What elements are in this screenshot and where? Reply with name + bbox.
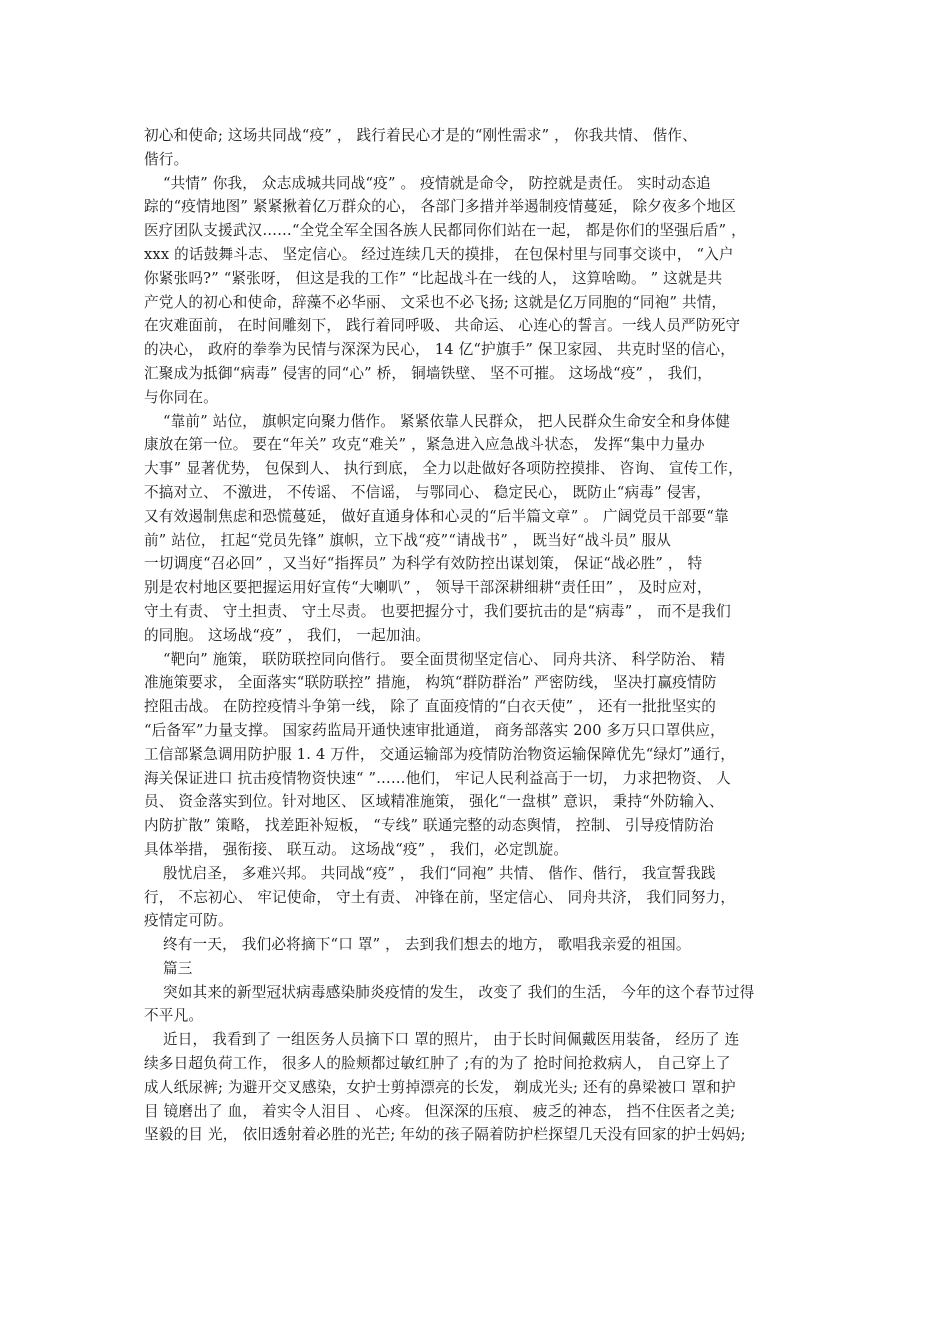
document-page	[144, 124, 812, 1147]
text-line: “后备军”力量支撑。 国家药监局开通快速审批通道， 商务部落实 200 多万只口罩供应，	[144, 721, 725, 739]
text-line: 行， 不忘初心、 牢记使命， 守土有责、 冲锋在前，坚定信心、 同舟共济， 我们同努力，	[144, 888, 736, 906]
paragraph-zhongyou	[144, 933, 812, 957]
text-line: “共情” 你我， 众志成城共同战“疫” 。 疫情就是命令， 防控就是责任。 实时动态追	[162, 174, 711, 192]
text-line: 内防扩散” 策略， 找差距补短板， “专线” 联通完整的动态舆情， 控制、 引导疫情防治	[144, 817, 714, 835]
text-line: 一切调度“召必回” ，又当好“指挥员” 为科学有效防控出谋划策， 保证“战必胜” ， 特	[144, 555, 703, 573]
text-line: 控阻击战。 在防控疫情斗争第一线， 除了 直面疫情的“白衣天使” ， 还有一批批坚实的	[144, 698, 717, 716]
text-line: 你紧张吗?” “紧张呀， 但这是我的工作” “比起战斗在一线的人， 这算啥呦。 ” 这就是共	[144, 269, 723, 287]
paragraph-jinri	[144, 1028, 812, 1147]
text-line: 近日， 我看到了 一组医务人员摘下口 罩的照片， 由于长时间佩戴医用装备， 经历了 连	[162, 1031, 740, 1049]
text-line: 大事” 显著优势， 包保到人、 执行到底， 全力以赴做好各项防控摸排、 咨询、 宣传工作，	[144, 460, 743, 478]
paragraph-intro-tail	[144, 124, 812, 172]
text-line: 突如其来的新型冠状病毒感染肺炎疫情的发生， 改变了 我们的生活， 今年的这个春节过得	[162, 983, 755, 1001]
text-line: 在灾难面前， 在时间雕刻下， 践行着同呼吸、 共命运、 心连心的誓言。一线人员严防死守	[144, 317, 741, 335]
text-line: 具体举措， 强衔接、 联互动。 这场战“疫” ， 我们，必定凯旋。	[144, 840, 569, 858]
text-line: 员、 资金落实到位。针对地区、 区域精准施策， 强化“一盘棋” 意识， 秉持“外防输入、	[144, 793, 724, 811]
text-line: 别是农村地区要把握运用好宣传“大喇叭” ， 领导干部深耕细耕“责任田” ， 及时应对，	[144, 579, 712, 597]
text-line: 工信部紧急调用防护服 1. 4 万件， 交通运输部为疫情防治物资运输保障优先“绿灯”通行，	[144, 745, 736, 763]
paragraph-kaoqian	[144, 410, 812, 648]
text-line: 前” 站位， 扛起“党员先锋” 旗帜，立下战“疫”“请战书” ， 既当好“战斗员” 服从	[144, 531, 672, 549]
text-line: 目 镜磨出了 血， 着实令人泪目 、 心疼。 但深深的压痕、 疲乏的神态， 挡不住医者之美;	[144, 1102, 736, 1120]
text-line: 又有效遏制焦虑和恐慌蔓延， 做好直通身体和心灵的“后半篇文章” 。 广阔党员干部要“靠	[144, 507, 729, 525]
text-line: 守土有责、 守土担责、 守土尽责。 也要把握分寸，我们要抗击的是“病毒” ， 而不是我们	[144, 602, 731, 620]
text-line: 汇聚成为抵御“病毒” 侵害的同“心” 桥， 铜墙铁壁、 坚不可摧。 这场战“疫” ， 我们，	[144, 364, 713, 382]
text-line: xxx 的话鼓舞斗志、 坚定信心。 经过连续几天的摸排， 在包保村里与同事交谈中， “入户	[144, 245, 734, 263]
section-heading-pian-san	[144, 957, 812, 981]
paragraph-turu	[144, 981, 812, 1029]
text-line: “靶向” 施策， 联防联控同向偕行。 要全面贯彻坚定信心、 同舟共济、 科学防治、 精	[162, 650, 726, 668]
text-line: 康放在第一位。 要在“年关” 攻克“难关” ，紧急进入应急战斗状态， 发挥“集中力量办	[144, 436, 705, 454]
text-line: 坚毅的目 光， 依旧透射着必胜的光芒; 年幼的孩子隔着防护栏探望几天没有回家的护士妈妈;	[144, 1126, 746, 1144]
text-line: 踪的“疫情地图” 紧紧揪着亿万群众的心， 各部门多措并举遏制疫情蔓延， 除夕夜多个地区	[144, 198, 737, 216]
text-line: 殷忧启圣， 多难兴邦。 共同战“疫” ， 我们“同袍” 共情、 偕作、偕行， 我宣誓我践	[162, 864, 716, 882]
paragraph-yinyou	[144, 862, 812, 933]
text-line: 疫情定可防。	[144, 912, 233, 930]
text-line: 与你同在。	[144, 388, 218, 406]
text-line: 准施策要求， 全面落实“联防联控” 措施， 构筑“群防群治” 严密防线， 坚决打赢疫情防	[144, 674, 717, 692]
text-line: 不平凡。	[144, 1007, 204, 1025]
text-line: 医疗团队支援武汉……“全党全军全国各族人民都同你们站在一起， 都是你们的坚强后盾” ，	[144, 222, 746, 240]
text-line: 海关保证进口 抗击疫情物资快速“ ”……他们， 牢记人民利益高于一切， 力求把物资、 人	[144, 769, 731, 787]
paragraph-baxiang	[144, 648, 812, 862]
section-heading: 篇三	[162, 959, 193, 977]
text-line: 初心和使命; 这场共同战“疫” ， 践行着民心才是的“刚性需求” ， 你我共情、 偕作、	[144, 127, 697, 144]
text-line: 的决心， 政府的拳拳为民情与深深为民心， 14 亿“护旗手” 保卫家园、 共克时坚的信心，	[144, 341, 736, 359]
paragraph-gongqing	[144, 172, 812, 410]
text-line: 偕行。	[144, 150, 189, 168]
text-line: 续多日超负荷工作， 很多人的脸颊都过敏红肿了 ;有的为了 抢时间抢救病人， 自己穿上了	[144, 1055, 731, 1073]
text-line: 的同胞。 这场战“疫” ， 我们， 一起加油。	[144, 626, 431, 644]
text-line: 终有一天， 我们必将摘下“口 罩” ， 去到我们想去的地方， 歌唱我亲爱的祖国。	[162, 936, 691, 954]
text-line: 产党人的初心和使命，辞藻不必华丽、 文采也不必飞扬; 这就是亿万同胞的“同袍” 共情，	[144, 293, 727, 311]
text-line: 不搞对立、 不激进， 不传谣、 不信谣， 与鄂同心、 稳定民心， 既防止“病毒” 侵害，	[144, 483, 711, 501]
text-line: “靠前” 站位， 旗帜定向聚力偕作。 紧紧依靠人民群众， 把人民群众生命安全和身体健	[162, 412, 731, 430]
text-line: 成人纸尿裤; 为避开交叉感染，女护士剪掉漂亮的长发， 剃成光头; 还有的鼻梁被口 罩和护	[144, 1078, 736, 1096]
